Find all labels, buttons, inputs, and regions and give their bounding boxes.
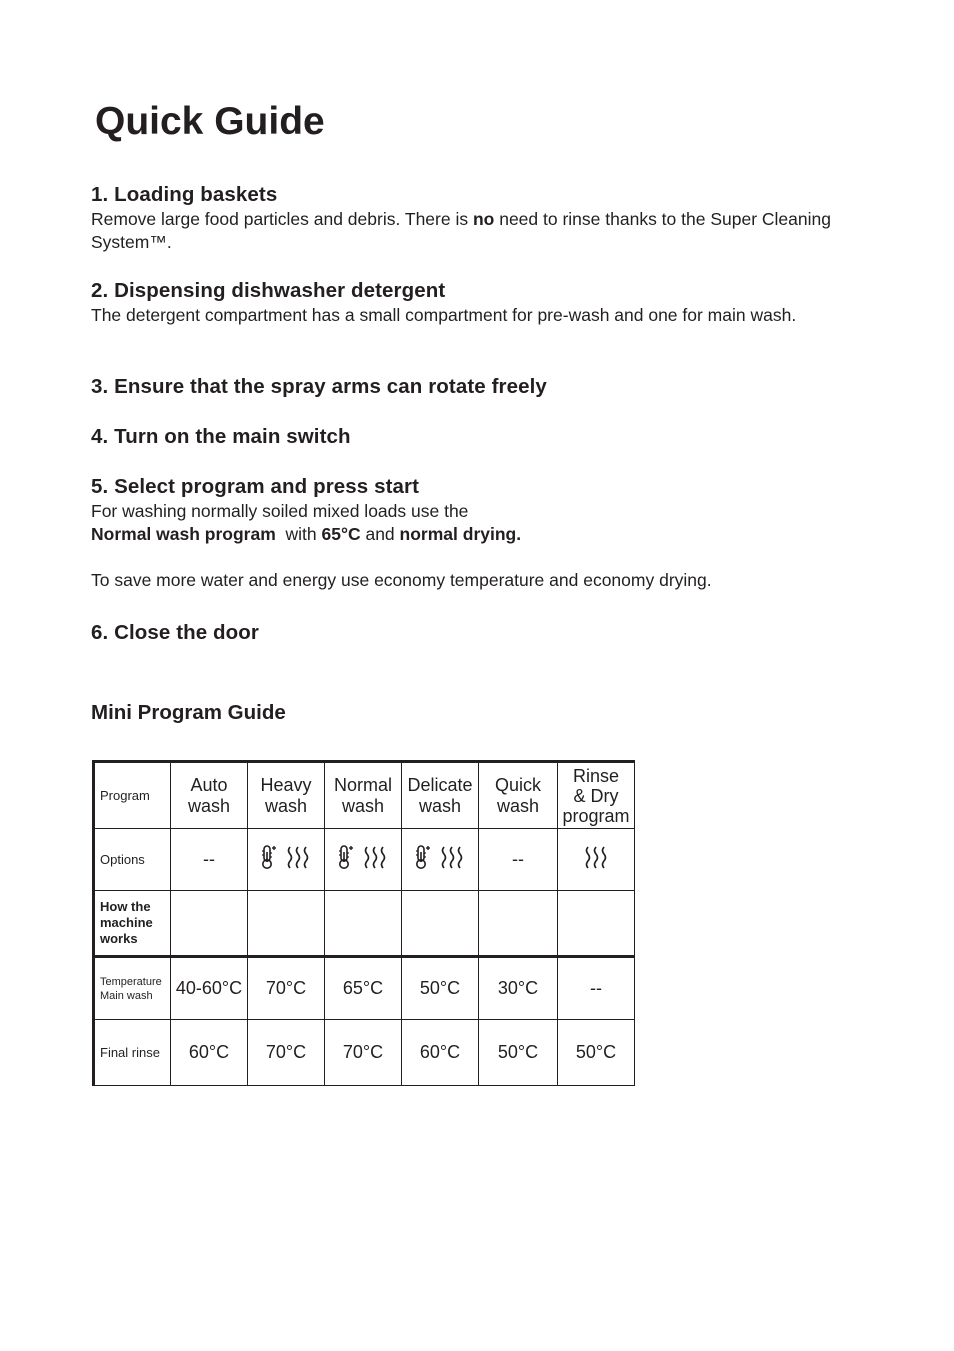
step-3	[91, 374, 851, 400]
step-2	[91, 278, 851, 327]
row-label-program: Program	[94, 762, 171, 829]
options-cell	[558, 829, 635, 891]
program-name: Rinse & Dry program	[558, 762, 635, 829]
how-cell	[558, 891, 635, 957]
how-cell	[479, 891, 558, 957]
program-row	[94, 762, 635, 829]
final-rinse-temp: 60°C	[402, 1020, 479, 1086]
step-4-heading: 4. Turn on the main switch	[91, 425, 351, 448]
final-rinse-temp: 60°C	[171, 1020, 248, 1086]
step-5-line3: To save more water and energy use economy temperature and economy drying.	[91, 570, 712, 590]
mini-program-guide-title: Mini Program Guide	[91, 701, 286, 724]
main-wash-temp: 50°C	[402, 957, 479, 1020]
how-cell	[402, 891, 479, 957]
program-name: Quick wash	[479, 762, 558, 829]
final-rinse-temp: 50°C	[558, 1020, 635, 1086]
main-wash-temp: 30°C	[479, 957, 558, 1020]
thermometer-icon	[261, 844, 277, 875]
step-1	[91, 182, 851, 254]
main-wash-temp: 65°C	[325, 957, 402, 1020]
mini-program-table	[92, 760, 635, 1086]
thermometer-icon	[338, 844, 354, 875]
main-wash-temp: 70°C	[248, 957, 325, 1020]
how-row	[94, 891, 635, 957]
program-name: Normal wash	[325, 762, 402, 829]
step-6-heading: 6. Close the door	[91, 621, 260, 644]
final-rinse-temp: 50°C	[479, 1020, 558, 1086]
options-cell	[248, 829, 325, 891]
program-name: Delicate wash	[402, 762, 479, 829]
step-4	[91, 424, 851, 450]
final-rinse-temp: 70°C	[248, 1020, 325, 1086]
options-cell	[325, 829, 402, 891]
how-cell	[171, 891, 248, 957]
page-title: Quick Guide	[95, 100, 325, 143]
final-rinse-temp: 70°C	[325, 1020, 402, 1086]
how-cell	[325, 891, 402, 957]
step-5-line2: Normal wash program with 65°C and normal drying.	[91, 524, 522, 544]
final-rinse-row	[94, 1020, 635, 1086]
options-cell	[402, 829, 479, 891]
step-5-heading: 5. Select program and press start	[91, 475, 420, 498]
row-label-options: Options	[94, 829, 171, 891]
step-1-text: Remove large food particles and debris. There is no need to rinse thanks to the Super Cleaning System™.	[91, 209, 831, 252]
drying-icon	[583, 844, 609, 875]
options-row	[94, 829, 635, 891]
step-2-heading: 2. Dispensing dishwasher detergent	[91, 279, 446, 302]
drying-icon	[285, 844, 311, 875]
row-label-how: How the machine works	[94, 891, 171, 957]
main-wash-temp: 40-60°C	[171, 957, 248, 1020]
step-5	[91, 474, 851, 592]
main-wash-row	[94, 957, 635, 1020]
options-cell: --	[479, 829, 558, 891]
thermometer-icon	[415, 844, 431, 875]
step-6	[91, 620, 851, 646]
how-cell	[248, 891, 325, 957]
row-label-temperature: Temperature Main wash	[94, 957, 171, 1020]
step-5-line1: For washing normally soiled mixed loads use the	[91, 501, 469, 521]
step-3-heading: 3. Ensure that the spray arms can rotate freely	[91, 375, 547, 398]
drying-icon	[362, 844, 388, 875]
drying-icon	[439, 844, 465, 875]
program-name: Heavy wash	[248, 762, 325, 829]
options-cell: --	[171, 829, 248, 891]
step-1-heading: 1. Loading baskets	[91, 183, 278, 206]
row-label-final-rinse: Final rinse	[94, 1020, 171, 1086]
main-wash-temp: --	[558, 957, 635, 1020]
step-2-text: The detergent compartment has a small compartment for pre-wash and one for main wash.	[91, 305, 797, 325]
program-name: Auto wash	[171, 762, 248, 829]
